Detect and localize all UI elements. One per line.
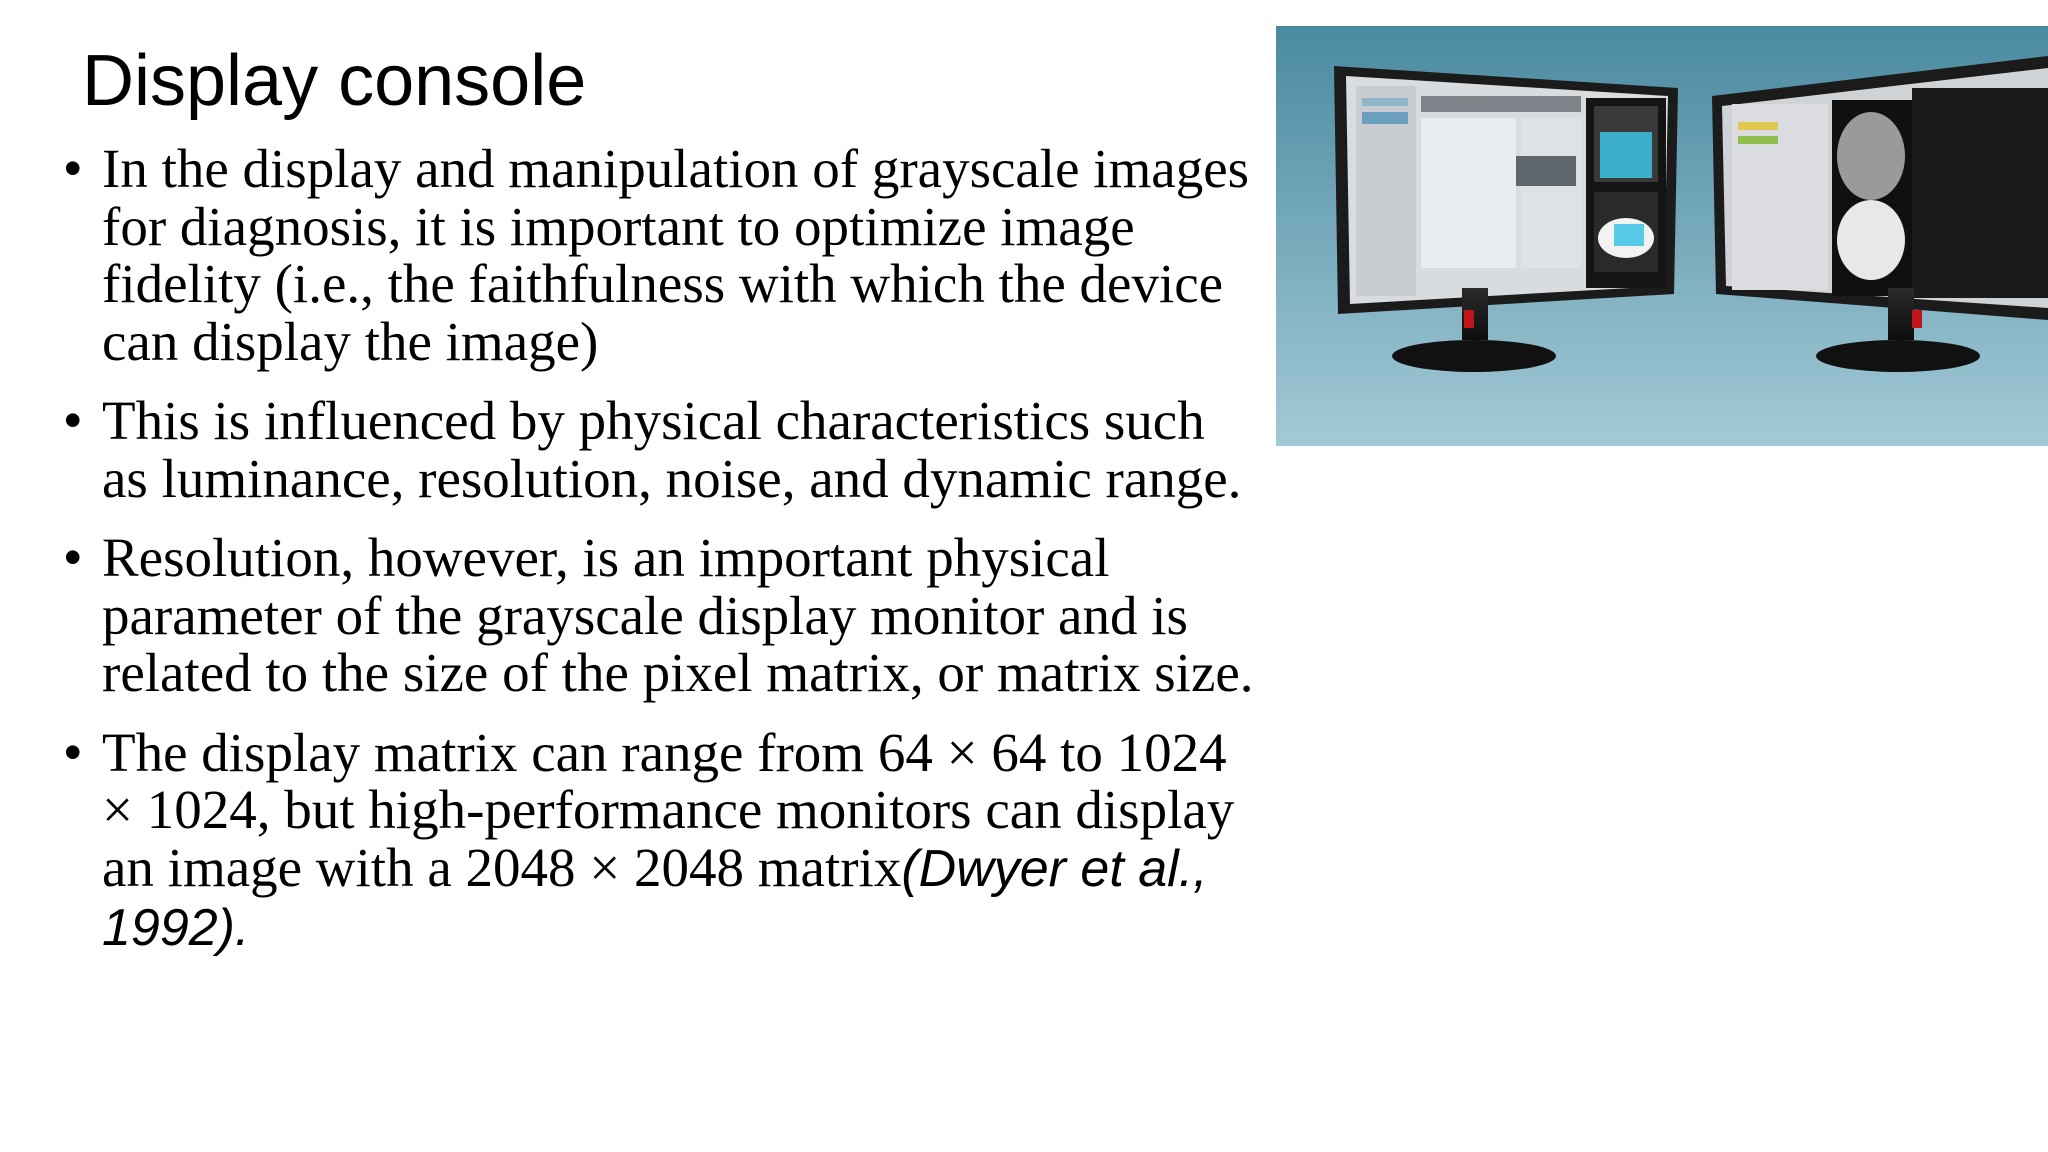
workstation-photo <box>1276 26 2048 446</box>
citation: (Dwyer et al., 1992). <box>102 839 1208 957</box>
bullet-list <box>56 140 1256 980</box>
dual-monitor-illustration <box>1276 26 2048 446</box>
bullet-text: This is influenced by physical characteristics such as luminance, resolution, noise, and dynamic range. <box>102 390 1242 509</box>
bullet-dot: • <box>64 529 82 585</box>
bullet-item <box>56 392 1256 507</box>
bullet-text: The display matrix can range from 64 × 64 to 1024 × 1024, but high-performance monitors can display an image with a 2048 × 2048 matrix <box>102 721 1235 898</box>
bullet-text: In the display and manipulation of grayscale images for diagnosis, it is important to optimize image fidelity (i.e., the faithfulness with which the device can display the image) <box>102 138 1250 372</box>
bullet-item <box>56 529 1256 702</box>
bullet-text: Resolution, however, is an important physical parameter of the grayscale display monitor and is related to the size of the pixel matrix, or matrix size. <box>102 527 1254 703</box>
slide-title: Display console <box>82 41 587 121</box>
bullet-dot: • <box>64 392 82 448</box>
bullet-item <box>56 721 1256 958</box>
bullet-dot: • <box>64 723 82 780</box>
bullet-dot: • <box>64 140 82 196</box>
bullet-item <box>56 140 1256 370</box>
